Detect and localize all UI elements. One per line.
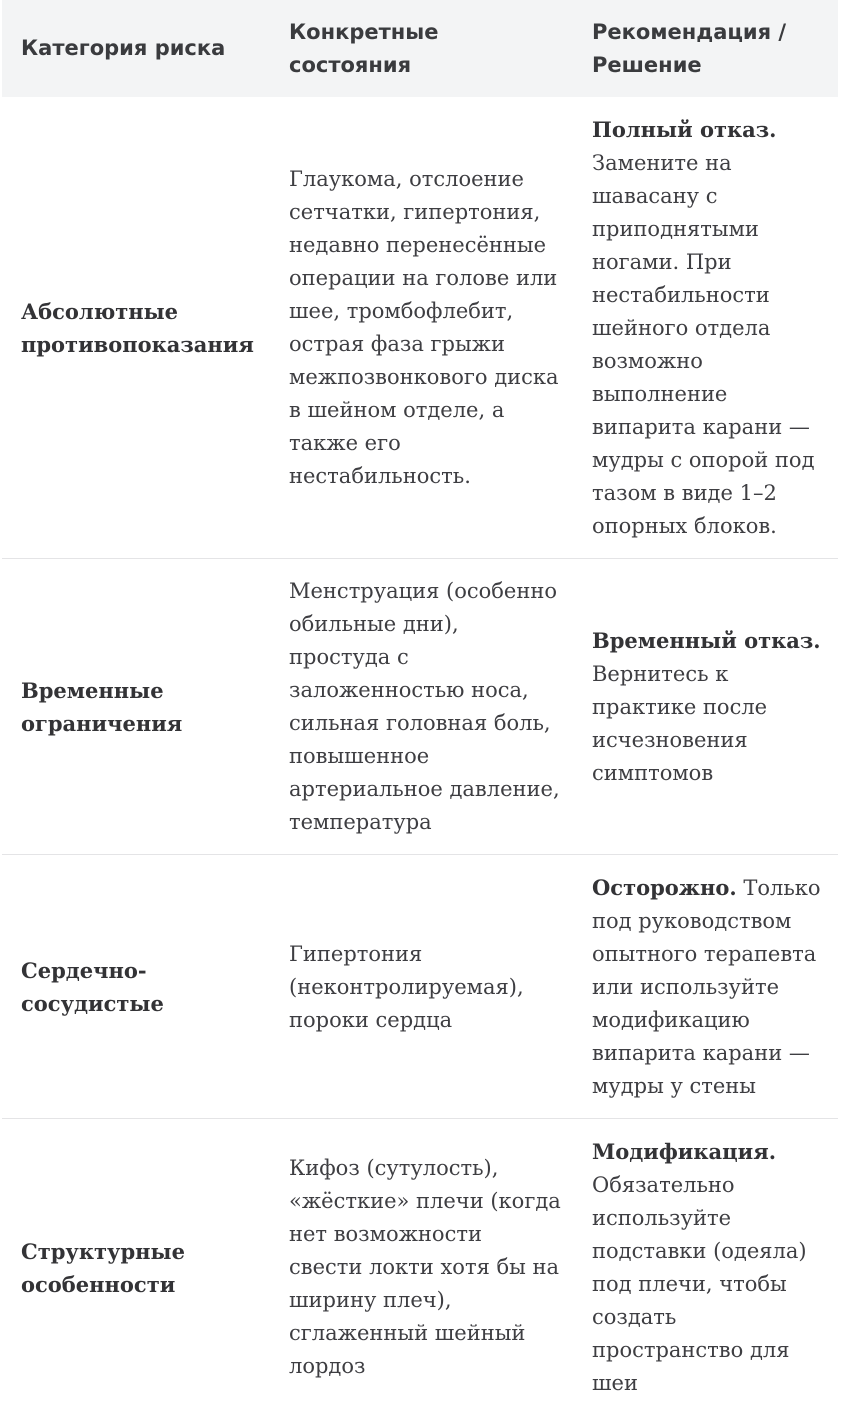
- row-category: Временные ограничения: [2, 559, 270, 855]
- recommendation-text: Только под руководством опытного терапевта или используйте модификацию випарита карани — мудры у стены: [592, 876, 821, 1098]
- row-conditions: Гипертония (неконтролируемая), пороки сердца: [270, 855, 573, 1119]
- header-row: [2, 0, 838, 97]
- header-recommendation: Рекомендация / Решение: [573, 0, 838, 97]
- table-row: [2, 97, 838, 559]
- recommendation-verdict: Осторожно.: [592, 875, 737, 900]
- recommendation-text: Вернитесь к практике после исчезновения симптомов: [592, 662, 767, 785]
- row-conditions: Глаукома, отслоение сетчатки, гипертония, недавно перенесённые операции на голове или шее, тромбофлебит, острая фаза грыжи межпозвонкового диска в шейном отделе, а также его нестабильность.: [270, 97, 573, 559]
- table-body: [2, 97, 838, 1415]
- header-conditions: Конкретные состояния: [270, 0, 573, 97]
- table-row: [2, 1119, 838, 1415]
- table-row: [2, 559, 838, 855]
- table-header: [2, 0, 838, 97]
- row-category: Структурные особенности: [2, 1119, 270, 1415]
- recommendation-verdict: Полный отказ.: [592, 117, 776, 142]
- row-recommendation: [573, 559, 838, 855]
- header-category: Категория риска: [2, 0, 270, 97]
- recommendation-text: Обязательно используйте подставки (одеяла) под плечи, чтобы создать пространство для шеи: [592, 1173, 807, 1395]
- row-recommendation: [573, 1119, 838, 1415]
- row-recommendation: [573, 97, 838, 559]
- risk-table: [2, 0, 838, 1415]
- recommendation-text: Замените на шавасану с приподнятыми ногами. При нестабильности шейного отдела возможно выполнение випарита карани — мудры с опорой под тазом в виде 1–2 опорных блоков.: [592, 151, 815, 538]
- row-recommendation: [573, 855, 838, 1119]
- row-conditions: Менструация (особенно обильные дни), простуда с заложенностью носа, сильная головная боль, повышенное артериальное давление, температура: [270, 559, 573, 855]
- row-conditions: Кифоз (сутулость), «жёсткие» плечи (когда нет возможности свести локти хотя бы на ширину плеч), сглаженный шейный лордоз: [270, 1119, 573, 1415]
- row-category: Абсолютные противопоказания: [2, 97, 270, 559]
- row-category: Сердечно-сосудистые: [2, 855, 270, 1119]
- recommendation-verdict: Временный отказ.: [592, 628, 821, 653]
- recommendation-verdict: Модификация.: [592, 1139, 776, 1164]
- table-row: [2, 855, 838, 1119]
